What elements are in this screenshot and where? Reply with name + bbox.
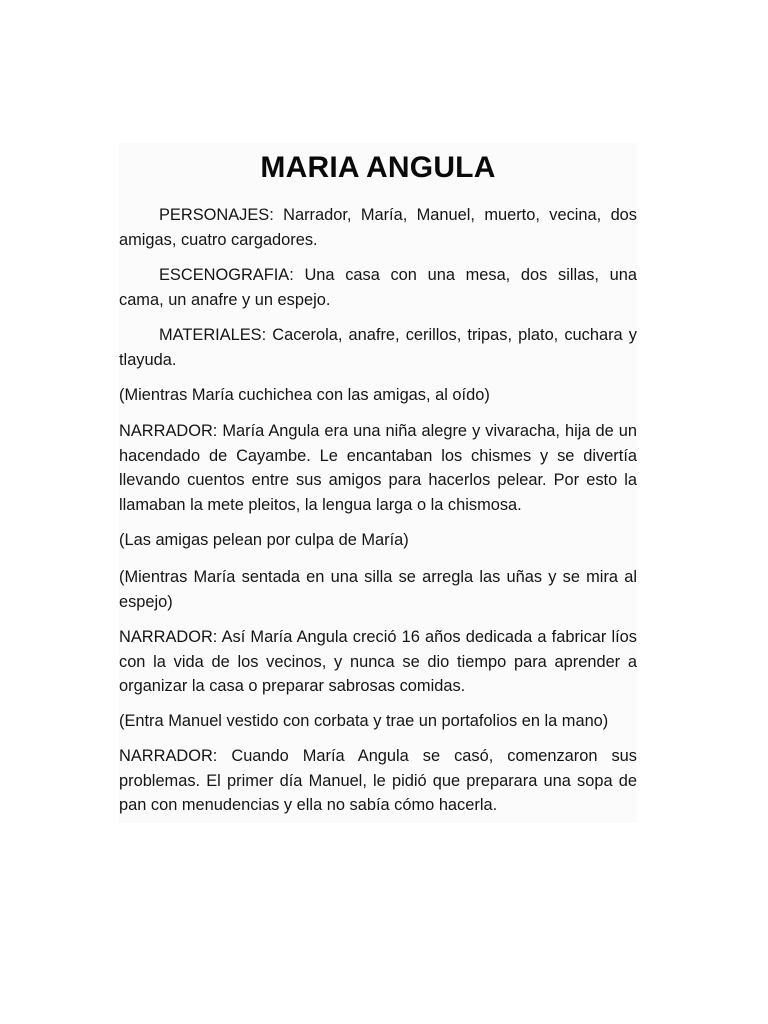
paragraph-materiales: MATERIALES: Cacerola, anafre, cerillos, tripas, plato, cuchara y tlayuda. bbox=[119, 326, 637, 369]
text-block bbox=[119, 143, 637, 823]
stage-direction: (Las amigas pelean por culpa de María) bbox=[119, 531, 409, 549]
narrator-paragraph: NARRADOR: María Angula era una niña alegre y vivaracha, hija de un hacendado de Cayambe. Le encantaban los chismes y se divertía llevando cuentos entre sus amigos para hacerlos pelear. Por esto la llamaban la mete pleitos, la lengua larga o la chismosa. bbox=[119, 422, 637, 514]
stage-direction: (Mientras María sentada en una silla se arregla las uñas y se mira al espejo) bbox=[119, 568, 637, 611]
stage-direction: (Mientras María cuchichea con las amigas, al oído) bbox=[119, 386, 490, 404]
narrator-paragraph: NARRADOR: Así María Angula creció 16 años dedicada a fabricar líos con la vida de los vecinos, y nunca se dio tiempo para aprender a organizar la casa o preparar sabrosas comidas. bbox=[119, 628, 637, 695]
stage-direction: (Entra Manuel vestido con corbata y trae un portafolios en la mano) bbox=[119, 712, 609, 730]
narrator-paragraph: NARRADOR: Cuando María Angula se casó, comenzaron sus problemas. El primer día Manuel, le pidió que preparara una sopa de pan con menudencias y ella no sabía cómo hacerla. bbox=[119, 747, 637, 814]
document-title: MARIA ANGULA bbox=[260, 151, 496, 184]
paragraph-escenografia: ESCENOGRAFIA: Una casa con una mesa, dos sillas, una cama, un anafre y un espejo. bbox=[119, 266, 637, 309]
paragraph-personajes: PERSONAJES: Narrador, María, Manuel, muerto, vecina, dos amigas, cuatro cargadores. bbox=[119, 206, 637, 249]
